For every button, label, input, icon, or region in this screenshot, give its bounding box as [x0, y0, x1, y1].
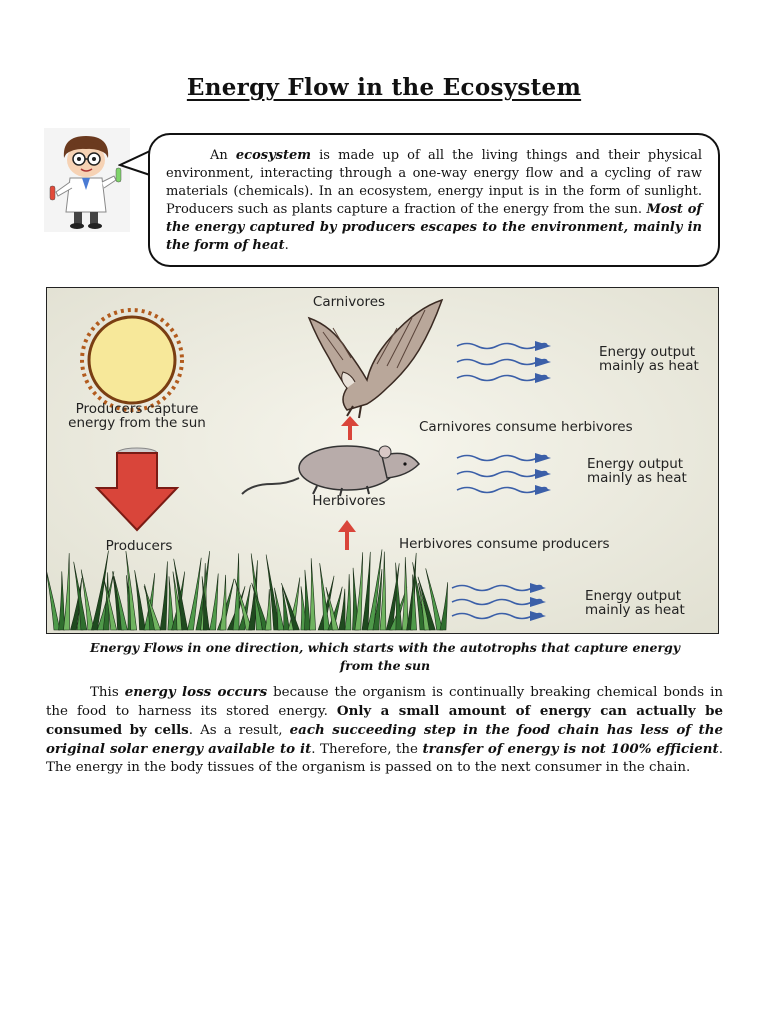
body-text: . The energy in the body tissues of the organism is passed on to the next consumer in the chain.	[46, 742, 723, 775]
producers-label: Producers	[105, 538, 173, 554]
energy-flow-figure	[46, 287, 719, 634]
energy-output-label-line2: mainly as heat	[585, 602, 685, 618]
body-emphasis: Only a small amount of energy can actually be consumed by cells	[46, 703, 723, 738]
herbivores-consume-label: Herbivores consume producers	[399, 536, 610, 552]
body-text: . As a result,	[188, 723, 290, 738]
carnivores-label: Carnivores	[312, 294, 386, 310]
intro-term-ecosystem: ecosystem	[235, 148, 311, 163]
energy-output-label-line2: mainly as heat	[587, 470, 687, 486]
intro-speech-bubble	[148, 133, 720, 267]
sun-label-line2: energy from the sun	[68, 415, 206, 431]
body-emphasis: energy loss occurs	[124, 684, 268, 700]
caption-line2: from the sun	[339, 658, 431, 673]
caption-line1: Energy Flows in one direction, which starts with the autotrophs that capture energy	[89, 640, 681, 655]
body-text: . Therefore, the	[311, 742, 423, 757]
energy-output-label-line1: Energy output	[585, 588, 682, 604]
energy-output-label-line1: Energy output	[587, 456, 684, 472]
herbivores-label: Herbivores	[312, 493, 386, 509]
intro-emphasis: Most of the energy captured by producers escapes to the environment, mainly in the form of heat	[166, 202, 702, 253]
intro-text: An	[210, 148, 236, 163]
energy-output-label-line2: mainly as heat	[599, 358, 699, 374]
carnivores-consume-label: Carnivores consume herbivores	[419, 419, 633, 435]
intro-text: .	[284, 238, 289, 253]
body-text: This	[90, 685, 125, 700]
figure-caption	[44, 639, 726, 675]
heat-arrowheads-icon	[530, 583, 546, 621]
body-paragraph	[46, 683, 723, 777]
body-emphasis: transfer of energy is not 100% efficient	[422, 741, 719, 757]
intro-text: is made up of all the living things and their physical environment, interacting through a one-way energy flow and a cycling of raw materials (chemicals). In an ecosystem, energy input is in the form of sunlight. Producers such as plants capture a fraction of the energy from the sun.	[166, 148, 702, 217]
sun-label-line1: Producers capture	[75, 401, 199, 417]
page-title: Energy Flow in the Ecosystem	[186, 74, 582, 101]
energy-output-label-line1: Energy output	[599, 344, 696, 360]
body-text: because the organism is continually breaking chemical bonds in the food to harness its stored energy.	[46, 685, 724, 719]
body-emphasis: each succeeding step in the food chain has less of the original solar energy available to it	[46, 722, 723, 757]
